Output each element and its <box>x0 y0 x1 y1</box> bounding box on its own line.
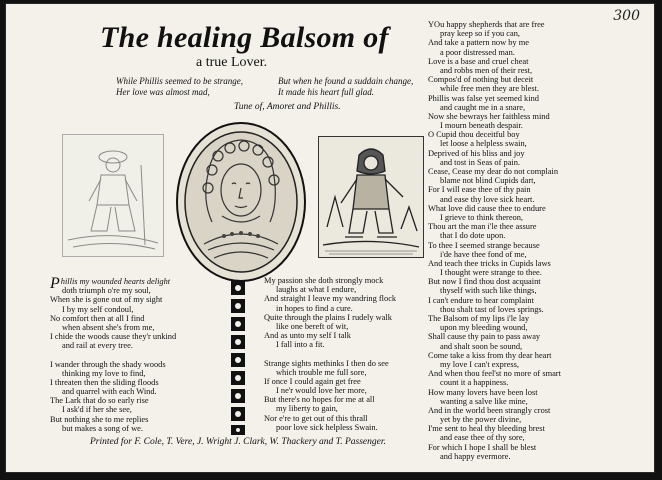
verse-line: To thee I seemed strange because <box>428 240 540 250</box>
verse-column-1 <box>50 277 176 433</box>
verse-line: But now I find thou dost acquaint <box>428 277 541 287</box>
verse-line: But there's no hopes for me at all <box>264 395 375 405</box>
broadside-sheet <box>6 4 654 472</box>
printer-imprint: Printed for F. Cole, T. Vere, J. Wright J. Clark, W. Thackery and T. Passenger. <box>90 437 386 447</box>
verse-line: No comfort then at all I find <box>50 313 145 323</box>
intro-line: But when he found a suddain change, <box>278 76 414 86</box>
verse-line: yet by the power divine, <box>440 415 522 425</box>
verse-line: wanting a salve like mine, <box>440 396 528 406</box>
verse-line: a poor distressed man. <box>440 47 515 57</box>
verse-line: and rail at every tree. <box>62 341 133 351</box>
verse-line: I by my self condoul, <box>62 304 134 314</box>
verse-line: and robbs men of their rest, <box>440 65 533 75</box>
verse-line: For I will ease thee of thy pain <box>428 185 531 195</box>
verse-line: For which I hope I shall be blest <box>428 442 537 452</box>
verse-line: I can't endure to hear complaint <box>428 295 534 305</box>
verse-line: Cease, Cease my dear do not complain <box>428 167 559 176</box>
verse-line: My passion she doth strongly mock <box>264 276 384 285</box>
verse-line: And teach thee tricks in Cupids laws <box>428 258 551 268</box>
verse-line: If once I could again get free <box>264 376 361 386</box>
woodcut-lady-portrait <box>176 122 306 282</box>
verse-line: blame not blind Cupids dart, <box>440 176 536 186</box>
verse-line: And in the world been strangly crost <box>428 405 551 415</box>
verse-line: And straight I leave my wandring flock <box>264 294 397 304</box>
verse-line: thou shalt tast of loves springs. <box>440 304 544 314</box>
page-number: 300 <box>613 8 640 24</box>
verse-line: while free men they are blest. <box>440 84 540 94</box>
verse-line: But nothing she to me replies <box>50 414 149 424</box>
verse-line: Love is a base and cruel cheat <box>428 56 529 66</box>
intro-line: While Phillis seemed to be strange, <box>116 76 243 86</box>
verse-line: I ne'r would love her more, <box>276 386 367 396</box>
verse-line: The Lark that do so early rise <box>50 396 149 406</box>
verse-line: I threaten then the sliding floods <box>50 377 159 387</box>
verse-line: Phillis was false yet seemed kind <box>428 93 539 103</box>
fleuron-ornament-icon <box>226 279 250 437</box>
verse-line: and ease thee of thy sore, <box>440 433 525 443</box>
woodcut-gentleman-right <box>318 136 424 258</box>
verse-line: I ask'd if her she see, <box>62 405 132 415</box>
intro-verse-left <box>116 76 243 98</box>
verse-line: I'me sent to heal thy bleeding brest <box>428 424 545 434</box>
intro-line: It made his heart full glad. <box>278 87 374 97</box>
verse-line: What love did cause thee to endure <box>428 203 546 213</box>
verse-line: Compos'd of nothing but deceit <box>428 75 534 85</box>
verse-line: I mourn beneath despair. <box>440 121 523 131</box>
verse-line: The Balsom of my lips i'le lay <box>428 314 530 323</box>
verse-line: I thought were strange to thee. <box>440 268 542 278</box>
verse-line: pray keep so if you can, <box>440 29 521 39</box>
verse-line: I wander through the shady woods <box>50 359 166 369</box>
verse-line: my love I can't express, <box>440 359 519 369</box>
verse-line: which trouble me full sore, <box>276 367 367 377</box>
verse-line: And when thou feel'st no more of smart <box>428 369 561 379</box>
ballad-subtitle: a true Lover. <box>196 55 268 70</box>
verse-line: let loose a helpless swain, <box>440 139 527 149</box>
verse-line: Quite through the plains I rudely walk <box>264 312 392 322</box>
verse-line: Strange sights methinks I then do see <box>264 358 389 368</box>
verse-line: in hopes to find a cure. <box>276 303 353 313</box>
verse-line: O Cupid thou deceitful boy <box>428 130 520 140</box>
verse-line: I grieve to think thereon, <box>440 212 524 222</box>
verse-line: upon my bleeding wound, <box>440 323 528 333</box>
verse-line: and shalt soon be sound, <box>440 341 523 351</box>
verse-line: laughs at what I endure, <box>276 285 357 295</box>
verse-column-2 <box>264 276 396 432</box>
lady-portrait-icon <box>178 124 304 280</box>
verse-line: Phillis my wounded hearts delight <box>50 275 171 292</box>
verse-line: that I do dote upon. <box>440 231 506 241</box>
verse-line: doth triumph o're my soul, <box>62 286 151 296</box>
verse-line: Deprived of his bliss and joy <box>428 148 525 158</box>
verse-line: and tost in Seas of pain. <box>440 157 521 167</box>
ballad-title: The healing Balsom of <box>100 21 389 54</box>
verse-line: Shall cause thy pain to pass away <box>428 332 541 342</box>
verse-line: Come take a kiss from thy dear heart <box>428 350 552 360</box>
drop-cap: P <box>50 275 60 292</box>
gentleman-figure-icon <box>319 137 423 257</box>
verse-line: Now she bewrays her faithless mind <box>428 111 550 121</box>
verse-line: when absent she's from me, <box>62 322 155 332</box>
verse-line: thyself with such like things, <box>440 286 537 296</box>
shepherd-figure-icon <box>63 135 163 256</box>
verse-line: and happy evermore. <box>440 451 511 461</box>
verse-line: and ease thy love sick heart. <box>440 194 535 204</box>
intro-line: Her love was almost mad, <box>116 87 210 97</box>
verse-line: poor love sick helpless Swain. <box>276 422 378 432</box>
verse-line: And as unto my self I talk <box>264 331 351 341</box>
verse-line: How many lovers have been lost <box>428 387 538 397</box>
tune-line: Tune of, Amoret and Phillis. <box>234 102 341 112</box>
verse-line: thinking my love to find, <box>62 368 146 378</box>
verse-line: count it a happiness. <box>440 378 509 388</box>
verse-line: and caught me in a snare, <box>440 102 526 112</box>
intro-verse-right <box>278 76 413 98</box>
verse-line: and quarrel with each Wind. <box>62 387 157 397</box>
verse-line: When she is gone out of my sight <box>50 295 163 305</box>
verse-line: my liberty to gain, <box>276 404 338 414</box>
verse-line: Thou art the man i'le thee assure <box>428 222 537 232</box>
verse-line: but makes a song of we. <box>62 423 143 433</box>
verse-line: And take a pattern now by me <box>428 38 529 48</box>
verse-line: I fall into a fit. <box>276 340 325 350</box>
verse-line: i'de have thee fond of me, <box>440 249 527 259</box>
verse-column-3 <box>428 20 561 461</box>
verse-line: like one bereft of wit, <box>276 321 349 331</box>
verse-line: Nor e're to get out of this thrall <box>264 413 368 423</box>
woodcut-shepherd-left <box>62 134 164 257</box>
verse-line: YOu happy shepherds that are free <box>428 20 545 29</box>
verse-line: I chide the woods cause they'r unkind <box>50 332 177 342</box>
